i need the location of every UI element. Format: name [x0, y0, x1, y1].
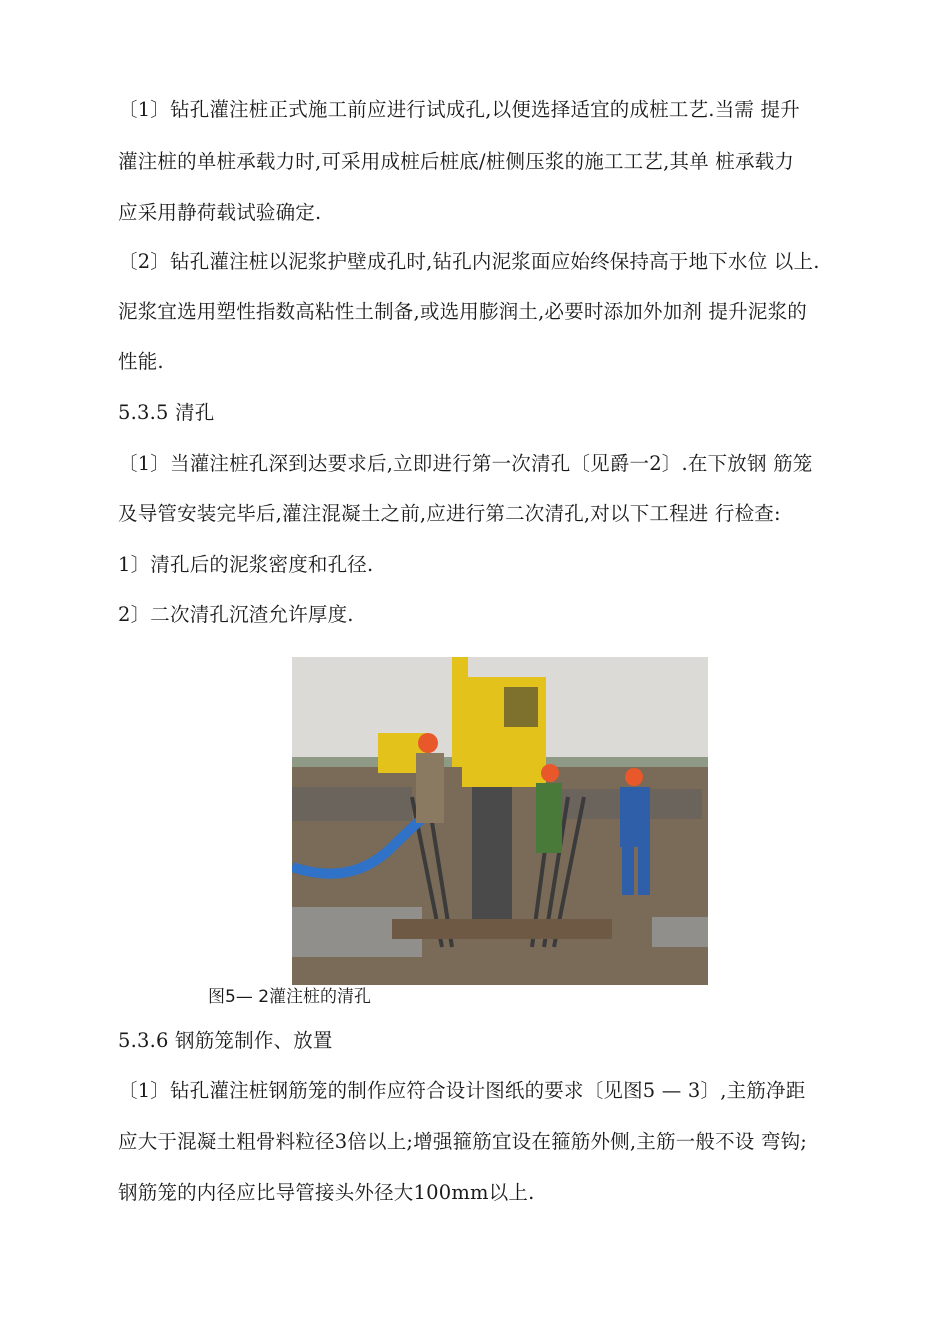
para1-line1: 〔1〕钻孔灌注桩正式施工前应进行试成孔,以便选择适宜的成桩工艺.当需 提升 — [118, 98, 800, 121]
para1-line3: 应采用静荷载试验确定. — [118, 201, 322, 224]
para1-line2: 灌注桩的单桩承载力时,可采用成桩后桩底/桩侧压浆的施工工艺,其单 桩承载力 — [118, 150, 795, 173]
photo-excavator-arm — [452, 657, 468, 767]
para4-line1: 〔1〕钻孔灌注桩钢筋笼的制作应符合设计图纸的要求〔见图5 — 3〕,主筋净距 — [118, 1079, 806, 1102]
photo-drill-rod — [472, 787, 512, 927]
para4-line3: 钢筋笼的内径应比导管接头外径大100mm以上. — [118, 1181, 535, 1204]
photo-excavator-window — [504, 687, 538, 727]
photo-water-puddle-right — [652, 917, 708, 947]
para2-line3: 性能. — [118, 350, 164, 373]
para3-line1: 〔1〕当灌注桩孔深到达要求后,立即进行第一次清孔〔见爵一2〕.在下放钢 筋笼 — [118, 452, 813, 475]
section-heading-5-3-5: 5.3.5 清孔 — [118, 401, 215, 424]
para2-line2: 泥浆宜选用塑性指数高粘性土制备,或选用膨润土,必要时添加外加剂 提升泥浆的 — [118, 300, 807, 323]
photo-track-left — [292, 787, 412, 821]
para3-line2: 及导管安装完毕后,灌注混凝土之前,应进行第二次清孔,对以下工程进 行检查: — [118, 502, 781, 525]
para4-line2: 应大于混凝土粗骨料粒径3倍以上;增强箍筋宜设在箍筋外侧,主筋一般不设 弯钩; — [118, 1130, 808, 1153]
pile-cleaning-photo — [292, 657, 708, 985]
section-heading-5-3-6: 5.3.6 钢筋笼制作、放置 — [118, 1029, 333, 1052]
figure-caption: 图5— 2灌注桩的清孔 — [208, 987, 372, 1007]
para2-line1: 〔2〕钻孔灌注桩以泥浆护壁成孔时,钻孔内泥浆面应始终保持高于地下水位 以上. — [118, 250, 820, 273]
photo-wooden-beam — [392, 919, 612, 939]
para3-item1: 1〕清孔后的泥浆密度和孔径. — [118, 553, 374, 576]
para3-item2: 2〕二次清孔沉渣允许厚度. — [118, 603, 354, 626]
photo-illustration — [292, 657, 708, 985]
